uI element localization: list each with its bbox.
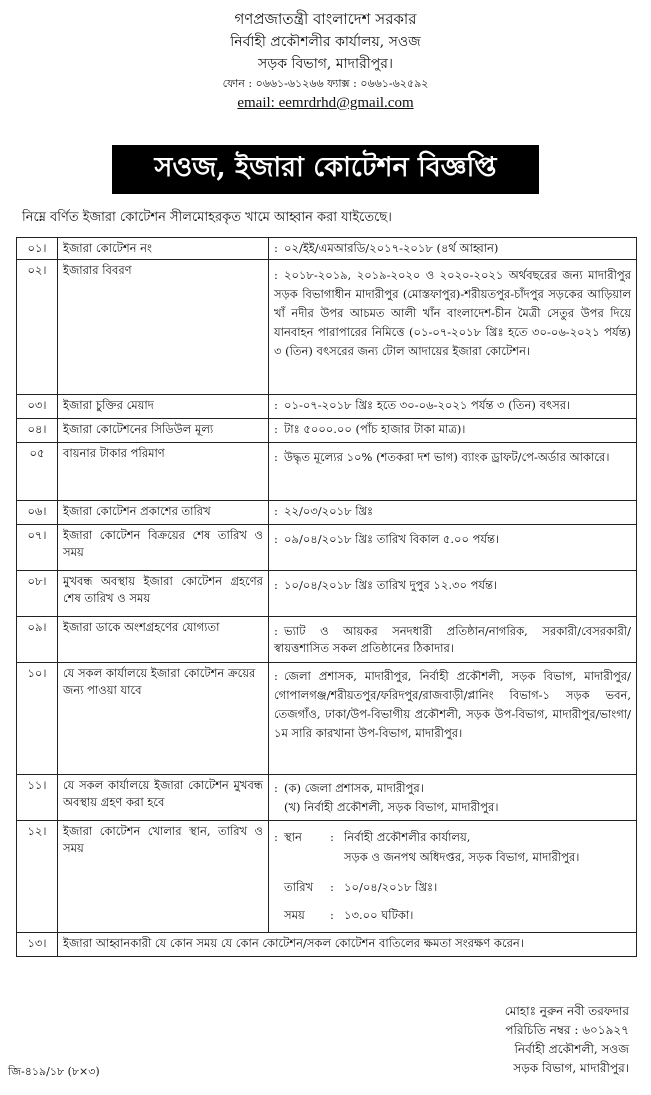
row-value: : স্থান : নির্বাহী প্রকৌশলীর কার্যালয়, সড়ক ও জনপথ অধিদপ্তর, সড়ক বিভাগ, মাদারীপুর। তারিখ : ১০/০৪/২০১৮ খ্রিঃ। সময় : ১৩.০০ ঘটিকা। xyxy=(269,821,637,933)
row-value: ইজারা আহ্বানকারী যে কোন সময় যে কোন কোটেশন/সকল কোটেশন বাতিলের ক্ষমতা সংরক্ষণ করেন। xyxy=(58,933,637,957)
row-label: ইজারা কোটেশন বিক্রয়ের শেষ তারিখ ও সময় xyxy=(58,525,269,571)
row-number: ০২। xyxy=(17,260,58,395)
row-value: : ০৯/০৪/২০১৮ খ্রিঃ তারিখ বিকাল ৫.০০ পর্যন্ত। xyxy=(269,525,637,571)
row-label: ইজারার বিবরণ xyxy=(58,260,269,395)
row-value: : ২২/০৩/২০১৮ খ্রিঃ xyxy=(269,501,637,525)
row-value: : উদ্ধৃত মূল্যের ১০% (শতকরা দশ ভাগ) ব্যাংক ড্রাফট/পে-অর্ডার আকারে। xyxy=(269,443,637,501)
row-number: ১২। xyxy=(17,821,58,933)
row-label: যে সকল কার্যালয়ে ইজারা কোটেশন মুখবন্ধ অবস্থায় গ্রহণ করা হবে xyxy=(58,775,269,821)
table-row xyxy=(17,501,637,525)
row-number: ০৯। xyxy=(17,617,58,663)
office-title: নির্বাহী প্রকৌশলীর কার্যালয়, সওজ xyxy=(230,34,421,50)
row-value: : ০১-০৭-২০১৮ খ্রিঃ হতে ৩০-০৬-২০২১ পর্যন্ত ৩ (তিন) বৎসর। xyxy=(269,395,637,419)
table-row xyxy=(17,617,637,663)
row-label: ইজারা কোটেশন খোলার স্থান, তারিখ ও সময় xyxy=(58,821,269,933)
row-number: ০৩। xyxy=(17,395,58,419)
notice-banner: সওজ, ইজারা কোটেশন বিজ্ঞপ্তি xyxy=(112,145,539,194)
contact-line: ফোন : ০৬৬১-৬১২৬৬ ফ্যাক্স : ০৬৬১-৬২৫৯২ xyxy=(222,77,429,90)
notice-table xyxy=(16,237,637,957)
date-label: তারিখ xyxy=(284,880,314,894)
row-number: ১৩। xyxy=(17,933,58,957)
place-line-1: নির্বাহী প্রকৌশলীর কার্যালয়, xyxy=(344,830,471,844)
email-line: email: eemrdrhd@gmail.com xyxy=(237,95,414,111)
table-row xyxy=(17,821,637,933)
row-number: ১০। xyxy=(17,663,58,775)
row-value: : জেলা প্রশাসক, মাদারীপুর, নির্বাহী প্রকৌশলী, সড়ক বিভাগ, মাদারীপুর/গোপালগঞ্জ/শরীয়তপুর/ফরিদপুর/রাজবাড়ী/প্লানিং বিভাগ-১ সড়ক ভবন, তেজগাঁও, ঢাকা/উপ-বিভাগীয় প্রকৌশলী, সড়ক উপ-বিভাগ, মাদারীপুর/ভাংগা/১ম সারি কারখানা উপ-বিভাগ, মাদারীপুর। xyxy=(269,663,637,775)
office-a: (ক) জেলা প্রশাসক, মাদারীপুর। xyxy=(284,781,424,795)
table-row xyxy=(17,238,637,260)
row-value: : ১০/০৪/২০১৮ খ্রিঃ তারিখ দুপুর ১২.৩০ পর্যন্ত। xyxy=(269,571,637,617)
row-number: ০৫ xyxy=(17,443,58,501)
table-row xyxy=(17,395,637,419)
row-number: ০১। xyxy=(17,238,58,260)
time-label: সময় xyxy=(284,908,305,922)
row-number: ০৬। xyxy=(17,501,58,525)
table-row xyxy=(17,571,637,617)
row-value: : ০২/ইই/এমআরডি/২০১৭-২০১৮ (৪র্থ আহ্বান) xyxy=(269,238,637,260)
place-label: স্থান xyxy=(284,830,302,844)
signatory-office: সড়ক বিভাগ, মাদারীপুর। xyxy=(513,1061,629,1075)
table-row xyxy=(17,933,637,957)
row-label: ইজারা ডাকে অংশগ্রহণের যোগ্যতা xyxy=(58,617,269,663)
row-label: মুখবন্ধ অবস্থায় ইজারা কোটেশন গ্রহণের শেষ তারিখ ও সময় xyxy=(58,571,269,617)
reference-code: জি-৪১৯/১৮ (৮×৩) xyxy=(8,1065,100,1078)
row-number: ০৮। xyxy=(17,571,58,617)
row-label: ইজারা কোটেশন নং xyxy=(58,238,269,260)
table-row xyxy=(17,775,637,821)
row-label: বায়নার টাকার পরিমাণ xyxy=(58,443,269,501)
table-row xyxy=(17,260,637,395)
table-row xyxy=(17,443,637,501)
row-label: ইজারা কোটেশনের সিডিউল মূল্য xyxy=(58,419,269,443)
row-number: ০৭। xyxy=(17,525,58,571)
office-b: (খ) নির্বাহী প্রকৌশলী, সড়ক বিভাগ, মাদারীপুর। xyxy=(284,800,499,814)
row-value: : টাঃ ৫০০০.০০ (পাঁচ হাজার টাকা মাত্র)। xyxy=(269,419,637,443)
intro-text: নিম্নে বর্ণিত ইজারা কোটেশন সীলমোহরকৃত খামে আহ্বান করা যাইতেছে। xyxy=(22,210,392,225)
row-label: যে সকল কার্যালয়ে ইজারা কোটেশন ক্রয়ের জন্য পাওয়া যাবে xyxy=(58,663,269,775)
place-line-2: সড়ক ও জনপথ অধিদপ্তর, সড়ক বিভাগ, মাদারীপুর। xyxy=(344,850,580,864)
opening-time: ১৩.০০ ঘটিকা। xyxy=(344,908,414,922)
row-number: ১১। xyxy=(17,775,58,821)
signatory-name: মোহাঃ নুরুন নবী তরফদার xyxy=(504,1004,629,1018)
table-row xyxy=(17,663,637,775)
row-value: : ভ্যাট ও আয়কর সনদধারী প্রতিষ্ঠান/নাগরিক, সরকারী/বেসরকারী/ স্বায়ত্তশাসিত সকল প্রতিষ্ঠানের ঠিকাদার। xyxy=(269,617,637,663)
table-row xyxy=(17,525,637,571)
row-label: ইজারা কোটেশন প্রকাশের তারিখ xyxy=(58,501,269,525)
opening-date: ১০/০৪/২০১৮ খ্রিঃ। xyxy=(344,880,438,894)
signatory-designation: নির্বাহী প্রকৌশলী, সওজ xyxy=(514,1042,629,1056)
row-value: : (ক) জেলা প্রশাসক, মাদারীপুর। (খ) নির্বাহী প্রকৌশলী, সড়ক বিভাগ, মাদারীপুর। xyxy=(269,775,637,821)
signatory-id: পরিচিতি নম্বর : ৬০১৯২৭ xyxy=(505,1023,629,1037)
government-title: গণপ্রজাতন্ত্রী বাংলাদেশ সরকার xyxy=(234,10,417,28)
row-value: : ২০১৮-২০১৯, ২০১৯-২০২০ ও ২০২০-২০২১ অর্থবছরের জন্য মাদারীপুর সড়ক বিভাগাধীন মাদারীপুর (মোস্তফাপুর)-শরীয়তপুর-চাঁদপুর সড়কের আড়িয়াল খাঁ নদীর উপর আচমত আলী খাঁন বাংলাদেশ-চীন মৈত্রী সেতুর উপর দিয়ে যানবাহন পারাপারের নিমিত্তে (০১-০৭-২০১৮ খ্রিঃ হতে ৩০-০৬-২০২১ পর্যন্ত) ৩ (তিন) বৎসরের জন্য টোল আদায়ের ইজারা কোটেশন। xyxy=(269,260,637,395)
table-row xyxy=(17,419,637,443)
row-label: ইজারা চুক্তির মেয়াদ xyxy=(58,395,269,419)
row-number: ০৪। xyxy=(17,419,58,443)
division-title: সড়ক বিভাগ, মাদারীপুর। xyxy=(257,56,394,72)
